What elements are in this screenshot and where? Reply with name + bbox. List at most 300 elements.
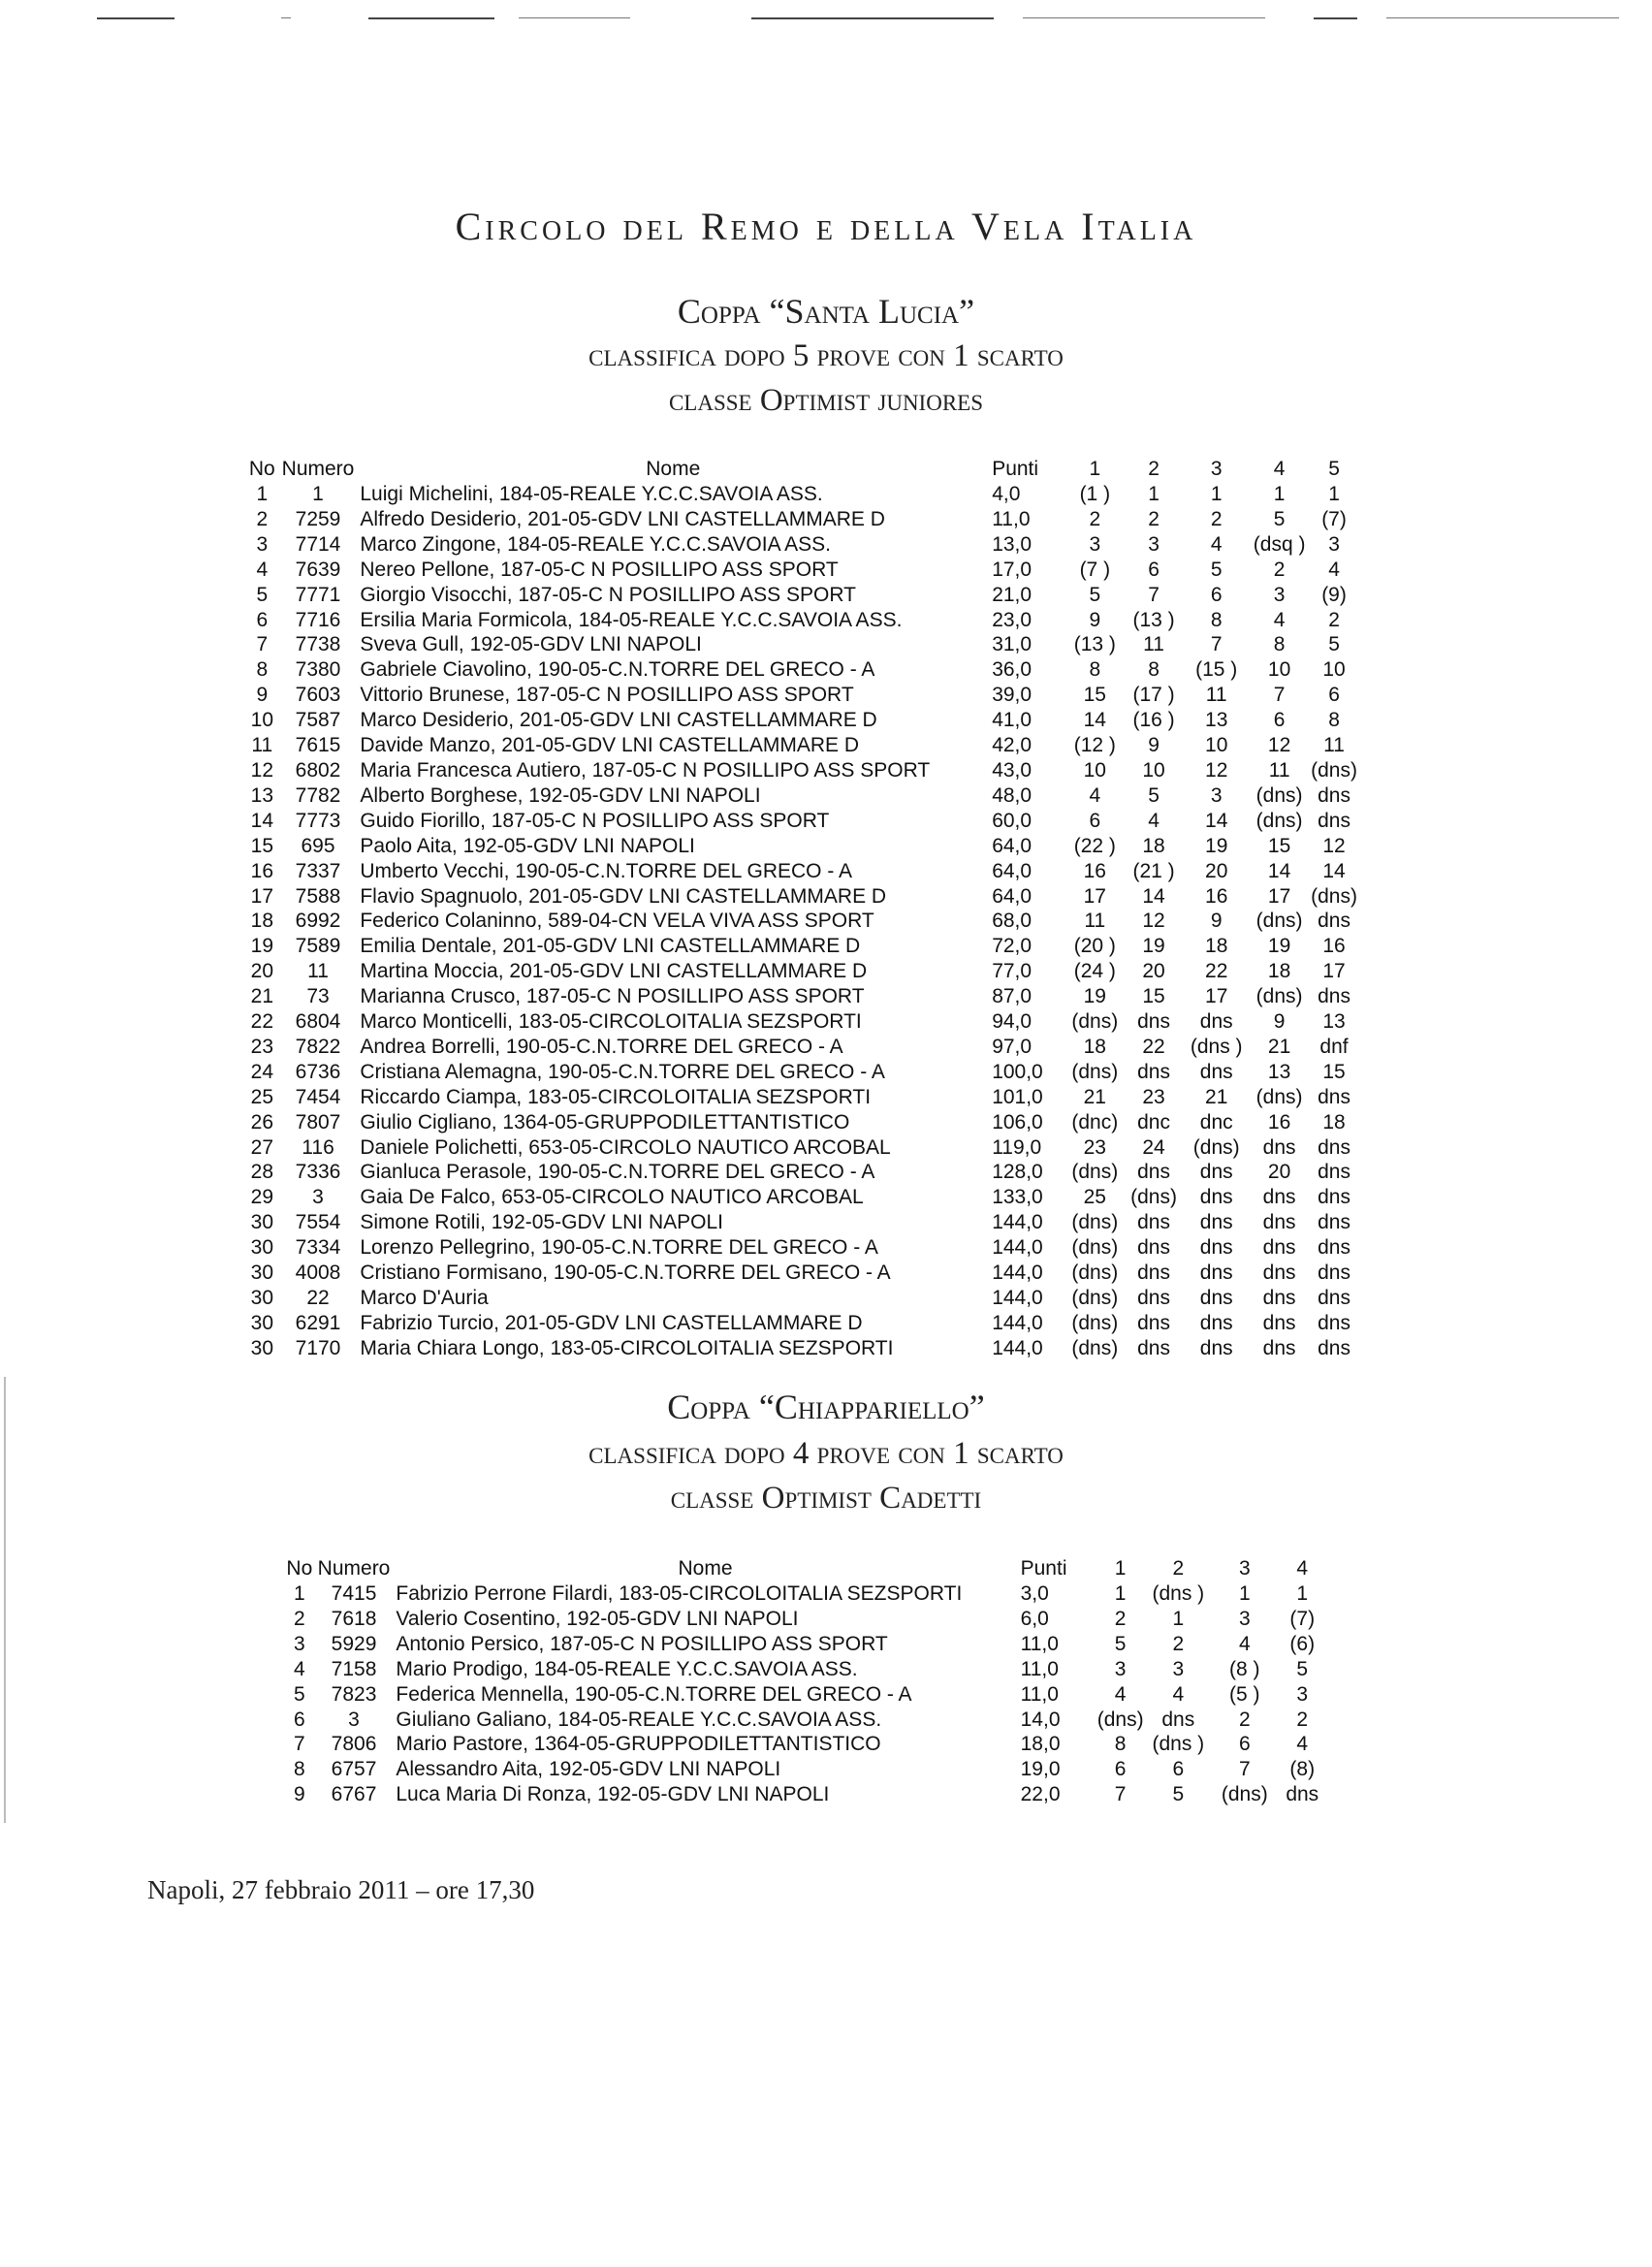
table-row <box>242 1235 1357 1261</box>
cell-r3: dnc <box>1199 1110 1233 1134</box>
cell-nome: Marco D'Auria <box>360 1287 489 1309</box>
cell-r3: dns <box>1199 1287 1233 1309</box>
table-row <box>281 1682 1328 1708</box>
cell-numero: 3 <box>312 1186 324 1209</box>
cell-punti: 128,0 <box>992 1161 1043 1184</box>
cell-nome: Vittorio Brunese, 187-05-C N POSILLIPO ASS SPORT <box>360 684 854 707</box>
cell-numero: 7334 <box>295 1236 341 1260</box>
results-table-juniores <box>242 457 1357 1361</box>
cell-r5: (7) <box>1321 507 1347 530</box>
cell-r1: (13 ) <box>1073 633 1116 656</box>
cell-r5: (dns) <box>1311 884 1357 908</box>
cell-r1: 7 <box>1114 1783 1127 1806</box>
cell-no: 30 <box>250 1287 273 1309</box>
cell-r5: 3 <box>1328 532 1340 556</box>
table-row <box>242 558 1357 583</box>
cell-r4: 21 <box>1267 1035 1291 1058</box>
cell-punti: 144,0 <box>992 1311 1043 1334</box>
cell-numero: 5929 <box>331 1632 377 1655</box>
cell-no: 6 <box>293 1708 305 1731</box>
cell-r1: 11 <box>1084 910 1106 933</box>
cell-numero: 3 <box>348 1708 360 1731</box>
cell-nome: Umberto Vecchi, 190-05-C.N.TORRE DEL GRECO - A <box>360 859 853 882</box>
cell-r5: (dns) <box>1311 758 1357 782</box>
cell-numero: 7714 <box>295 532 341 556</box>
cell-r1: 17 <box>1083 884 1106 908</box>
col-header-race-1: 1 <box>1114 1557 1127 1581</box>
cell-no: 17 <box>250 884 273 908</box>
cell-r2: 6 <box>1148 558 1160 581</box>
table-row <box>242 959 1357 984</box>
cell-punti: 48,0 <box>992 783 1032 807</box>
cell-nome: Fabrizio Turcio, 201-05-GDV LNI CASTELLAMMARE D <box>360 1311 863 1334</box>
cell-r4: dns <box>1262 1336 1296 1359</box>
col-header-punti: Punti <box>1020 1557 1067 1581</box>
cell-r4: dns <box>1262 1311 1296 1334</box>
cell-r2: 3 <box>1148 532 1160 556</box>
footer-date: Napoli, 27 febbraio 2011 – ore 17,30 <box>147 1875 535 1904</box>
table-row <box>242 1311 1357 1336</box>
cell-r3: 21 <box>1205 1085 1228 1108</box>
cell-r5: 2 <box>1328 608 1340 631</box>
cell-punti: 39,0 <box>992 684 1032 707</box>
cell-r3: dns <box>1199 1161 1233 1184</box>
cell-r2: (16 ) <box>1132 709 1175 732</box>
cell-numero: 1 <box>312 483 324 505</box>
cell-r2: dns <box>1137 1311 1170 1334</box>
cell-punti: 144,0 <box>992 1211 1043 1234</box>
cell-r3: dns <box>1199 1236 1233 1260</box>
cell-r4: 1 <box>1296 1582 1309 1605</box>
cell-nome: Lorenzo Pellegrino, 190-05-C.N.TORRE DEL GRECO - A <box>360 1236 878 1260</box>
cell-no: 1 <box>256 483 269 505</box>
cell-r1: 21 <box>1083 1085 1106 1108</box>
cell-r3: 13 <box>1205 709 1228 732</box>
cell-r3: 12 <box>1205 758 1228 782</box>
cell-r1: 18 <box>1083 1035 1106 1058</box>
cell-r2: 2 <box>1172 1632 1185 1655</box>
cell-r5: dns <box>1318 1236 1350 1260</box>
cell-r3: 11 <box>1205 684 1227 707</box>
cell-r4: 3 <box>1273 583 1286 606</box>
cell-r5: dns <box>1318 1261 1350 1285</box>
cell-r1: (dns) <box>1071 1211 1119 1234</box>
cell-r5: 4 <box>1328 558 1340 581</box>
cell-no: 6 <box>256 608 269 631</box>
cell-numero: 11 <box>307 960 329 983</box>
cell-r1: 5 <box>1114 1632 1127 1655</box>
table-row <box>242 583 1357 608</box>
cell-r2: 22 <box>1142 1035 1165 1058</box>
cell-r5: 10 <box>1322 658 1346 682</box>
cell-r4: (dns) <box>1255 783 1303 807</box>
cell-no: 29 <box>250 1186 273 1209</box>
cell-numero: 7415 <box>331 1582 377 1605</box>
cell-r2: (21 ) <box>1132 859 1175 882</box>
cell-r2: 11 <box>1143 633 1164 656</box>
cell-nome: Antonio Persico, 187-05-C N POSILLIPO ASS SPORT <box>396 1632 888 1655</box>
scan-edge-line <box>97 17 175 19</box>
cell-numero: 7823 <box>331 1682 377 1706</box>
cell-r1: 3 <box>1114 1657 1127 1680</box>
table-row <box>281 1782 1328 1807</box>
cell-r2: 20 <box>1142 960 1165 983</box>
cell-nome: Giorgio Visocchi, 187-05-C N POSILLIPO ASS SPORT <box>360 583 856 606</box>
cell-r1: (24 ) <box>1073 960 1116 983</box>
cell-r3: dns <box>1199 1186 1233 1209</box>
cell-r4: 10 <box>1267 658 1291 682</box>
cell-r1: 4 <box>1114 1682 1127 1706</box>
cell-nome: Andrea Borrelli, 190-05-C.N.TORRE DEL GRECO - A <box>360 1035 843 1058</box>
cell-no: 30 <box>250 1311 273 1334</box>
cell-r4: 11 <box>1268 758 1290 782</box>
table-row <box>242 984 1357 1009</box>
cell-nome: Marianna Crusco, 187-05-C N POSILLIPO ASS SPORT <box>360 985 865 1008</box>
cell-r1: 8 <box>1114 1733 1127 1756</box>
cell-nome: Nereo Pellone, 187-05-C N POSILLIPO ASS SPORT <box>360 558 839 581</box>
cell-r1: 10 <box>1083 758 1106 782</box>
cell-r2: 18 <box>1142 834 1165 857</box>
cell-r2: 5 <box>1148 783 1160 807</box>
cell-r2: (dns ) <box>1152 1733 1205 1756</box>
cell-numero: 7554 <box>295 1211 341 1234</box>
cell-r1: 8 <box>1089 658 1101 682</box>
table-row <box>242 1261 1357 1286</box>
cell-r1: 15 <box>1083 684 1106 707</box>
col-header-no: No <box>286 1557 313 1581</box>
cell-nome: Gaia De Falco, 653-05-CIRCOLO NAUTICO ARCOBAL <box>360 1186 864 1209</box>
cell-r4: 15 <box>1267 834 1291 857</box>
cell-r4: 3 <box>1296 1682 1309 1706</box>
cell-r2: dns <box>1137 1161 1170 1184</box>
table-row <box>242 783 1357 809</box>
cell-r4: 4 <box>1273 608 1286 631</box>
table-row <box>242 482 1357 507</box>
cell-punti: 42,0 <box>992 734 1032 757</box>
cell-no: 5 <box>256 583 269 606</box>
cell-r2: 14 <box>1142 884 1165 908</box>
cell-punti: 23,0 <box>992 608 1032 631</box>
cell-nome: Cristiana Alemagna, 190-05-C.N.TORRE DEL GRECO - A <box>360 1060 885 1083</box>
cell-r3: dns <box>1199 1261 1233 1285</box>
cell-punti: 11,0 <box>992 507 1031 530</box>
cell-r2: 1 <box>1148 483 1160 505</box>
cell-no: 7 <box>256 633 269 656</box>
cell-no: 16 <box>250 859 273 882</box>
cell-r4: 4 <box>1296 1733 1309 1756</box>
table-row <box>281 1757 1328 1782</box>
table-row <box>242 834 1357 859</box>
table-row <box>281 1632 1328 1657</box>
cell-r3: 2 <box>1210 507 1223 530</box>
cell-r2: 23 <box>1142 1085 1165 1108</box>
table-row <box>242 809 1357 834</box>
cell-punti: 11,0 <box>1020 1657 1059 1680</box>
cell-nome: Luca Maria Di Ronza, 192-05-GDV LNI NAPOLI <box>396 1783 830 1806</box>
cell-punti: 119,0 <box>992 1135 1042 1159</box>
cell-r3: 5 <box>1210 558 1223 581</box>
cell-numero: 7639 <box>295 558 341 581</box>
cell-nome: Mario Prodigo, 184-05-REALE Y.C.C.SAVOIA ASS. <box>396 1657 858 1680</box>
cell-r4: (dsq ) <box>1253 532 1306 556</box>
cell-numero: 7822 <box>295 1035 341 1058</box>
cell-punti: 21,0 <box>992 583 1032 606</box>
cell-r3: (dns ) <box>1190 1035 1243 1058</box>
cell-r4: dns <box>1262 1236 1296 1260</box>
cell-numero: 7603 <box>295 684 341 707</box>
cell-numero: 7773 <box>295 809 341 832</box>
cell-no: 18 <box>250 910 273 933</box>
cell-r5: dns <box>1318 1085 1350 1108</box>
cell-r4: dns <box>1262 1211 1296 1234</box>
cell-no: 30 <box>250 1211 273 1234</box>
cell-r2: 8 <box>1148 658 1160 682</box>
cell-r4: (dns) <box>1255 985 1303 1008</box>
cell-punti: 13,0 <box>992 532 1032 556</box>
cell-nome: Simone Rotili, 192-05-GDV LNI NAPOLI <box>360 1211 724 1234</box>
cell-r3: dns <box>1199 1311 1233 1334</box>
cell-r4: 8 <box>1273 633 1286 656</box>
cell-nome: Paolo Aita, 192-05-GDV LNI NAPOLI <box>360 834 695 857</box>
table-row <box>242 758 1357 783</box>
cell-no: 9 <box>293 1783 305 1806</box>
cell-r3: 6 <box>1210 583 1223 606</box>
cell-r1: (1 ) <box>1079 483 1111 505</box>
cell-r2: 24 <box>1142 1135 1165 1159</box>
cell-r1: 9 <box>1089 608 1101 631</box>
col-header-race-3: 3 <box>1210 458 1223 481</box>
cell-r5: dns <box>1318 1287 1350 1309</box>
cell-no: 1 <box>293 1582 305 1605</box>
cell-no: 19 <box>250 935 273 958</box>
cell-r5: 8 <box>1328 709 1340 732</box>
cell-r3: 22 <box>1205 960 1228 983</box>
cell-r4: (6) <box>1289 1632 1316 1655</box>
cell-r4: 2 <box>1296 1708 1309 1731</box>
cell-punti: 19,0 <box>1020 1758 1061 1781</box>
cell-r3: 9 <box>1210 910 1223 933</box>
cell-nome: Daniele Polichetti, 653-05-CIRCOLO NAUTICO ARCOBAL <box>360 1135 891 1159</box>
table-row <box>242 632 1357 657</box>
cell-numero: 116 <box>302 1135 334 1159</box>
cell-r1: (22 ) <box>1073 834 1116 857</box>
col-header-race-5: 5 <box>1328 458 1340 481</box>
cell-r1: 19 <box>1083 985 1106 1008</box>
cell-nome: Emilia Dentale, 201-05-GDV LNI CASTELLAMMARE D <box>360 935 861 958</box>
scan-edge-line <box>751 17 994 19</box>
cell-r5: 14 <box>1322 859 1346 882</box>
cell-punti: 144,0 <box>992 1236 1043 1260</box>
cell-r4: (8) <box>1289 1758 1316 1781</box>
col-header-race-3: 3 <box>1238 1557 1251 1581</box>
cell-no: 30 <box>250 1336 273 1359</box>
cell-no: 14 <box>250 809 273 832</box>
cell-r3: 19 <box>1205 834 1228 857</box>
cell-no: 11 <box>251 734 273 757</box>
cell-nome: Marco Desiderio, 201-05-GDV LNI CASTELLAMMARE D <box>360 709 877 732</box>
cell-punti: 68,0 <box>992 910 1032 933</box>
table-row <box>242 1035 1357 1060</box>
cell-r5: dns <box>1318 1161 1350 1184</box>
cell-r5: 13 <box>1322 1010 1346 1034</box>
cell-r5: dns <box>1318 809 1350 832</box>
cell-r5: dns <box>1318 1211 1350 1234</box>
cell-r4: 16 <box>1267 1110 1291 1134</box>
cell-r4: (dns) <box>1255 1085 1303 1108</box>
cell-r1: 6 <box>1114 1758 1127 1781</box>
cell-no: 24 <box>250 1060 273 1083</box>
cell-no: 30 <box>250 1261 273 1285</box>
table-row <box>242 608 1357 633</box>
cell-no: 9 <box>256 684 269 707</box>
cell-no: 2 <box>256 507 269 530</box>
col-header-nome: Nome <box>646 458 701 481</box>
cell-punti: 18,0 <box>1020 1733 1061 1756</box>
cell-numero: 6767 <box>331 1783 377 1806</box>
cell-r2: 15 <box>1142 985 1165 1008</box>
cell-r5: dns <box>1318 1311 1350 1334</box>
cell-punti: 4,0 <box>992 483 1021 505</box>
cell-punti: 64,0 <box>992 859 1032 882</box>
cell-numero: 7588 <box>295 884 341 908</box>
cell-r3: (15 ) <box>1195 658 1238 682</box>
cell-r4: 19 <box>1267 935 1291 958</box>
cell-r1: (dns) <box>1071 1261 1119 1285</box>
cell-r2: 6 <box>1172 1758 1185 1781</box>
cell-punti: 14,0 <box>1020 1708 1061 1731</box>
cell-no: 20 <box>250 960 273 983</box>
table-row <box>242 859 1357 884</box>
cell-numero: 7259 <box>295 507 341 530</box>
col-header-numero: Numero <box>281 458 355 481</box>
cell-nome: Giuliano Galiano, 184-05-REALE Y.C.C.SAVOIA ASS. <box>396 1708 882 1731</box>
cell-r2: (dns ) <box>1152 1582 1205 1605</box>
cell-r1: (dns) <box>1071 1236 1119 1260</box>
cell-r5: 6 <box>1328 684 1340 707</box>
cell-r1: 2 <box>1089 507 1101 530</box>
cell-nome: Fabrizio Perrone Filardi, 183-05-CIRCOLOITALIA SEZSPORTI <box>396 1582 963 1605</box>
cell-r4: 9 <box>1273 1010 1286 1034</box>
table-row <box>281 1657 1328 1682</box>
cell-r4: 12 <box>1267 734 1291 757</box>
cell-r3: 3 <box>1210 783 1223 807</box>
cell-r5: dns <box>1318 1135 1350 1159</box>
cell-r2: 10 <box>1142 758 1165 782</box>
cell-punti: 144,0 <box>992 1287 1043 1309</box>
cell-no: 7 <box>293 1733 305 1756</box>
scan-edge-line <box>281 17 291 18</box>
cell-r4: 20 <box>1267 1161 1291 1184</box>
cell-r5: 11 <box>1323 734 1345 757</box>
table-row <box>242 708 1357 733</box>
col-header-numero: Numero <box>317 1557 391 1581</box>
cell-numero: 7589 <box>295 935 341 958</box>
table-row <box>242 1210 1357 1235</box>
cell-r1: 2 <box>1114 1607 1127 1630</box>
table-row <box>242 1135 1357 1161</box>
section1-title: Coppa “Santa Lucia” <box>677 292 975 331</box>
cell-r1: 25 <box>1083 1186 1106 1209</box>
cell-r3: dns <box>1199 1336 1233 1359</box>
table-row <box>281 1607 1328 1632</box>
col-header-race-2: 2 <box>1148 458 1160 481</box>
col-header-race-2: 2 <box>1172 1557 1185 1581</box>
cell-r1: 14 <box>1083 709 1106 732</box>
cell-r4: 5 <box>1273 507 1286 530</box>
cell-nome: Gabriele Ciavolino, 190-05-C.N.TORRE DEL GRECO - A <box>360 658 875 682</box>
cell-punti: 41,0 <box>992 709 1032 732</box>
cell-r1: 1 <box>1114 1582 1127 1605</box>
cell-nome: Ersilia Maria Formicola, 184-05-REALE Y.C.C.SAVOIA ASS. <box>360 608 903 631</box>
table-row <box>242 1060 1357 1085</box>
cell-r2: dnc <box>1137 1110 1170 1134</box>
table-row <box>242 1085 1357 1110</box>
cell-punti: 64,0 <box>992 834 1032 857</box>
cell-r1: (20 ) <box>1073 935 1116 958</box>
table-row <box>281 1708 1328 1733</box>
cell-numero: 6992 <box>295 910 341 933</box>
cell-no: 12 <box>250 758 273 782</box>
cell-r3: 14 <box>1205 809 1228 832</box>
table-row <box>242 1110 1357 1135</box>
cell-r2: dns <box>1137 1261 1170 1285</box>
cell-nome: Martina Moccia, 201-05-GDV LNI CASTELLAMMARE D <box>360 960 868 983</box>
cell-numero: 6804 <box>295 1010 341 1034</box>
scan-edge-line <box>1314 17 1357 19</box>
cell-r5: 12 <box>1322 834 1346 857</box>
cell-no: 23 <box>250 1035 273 1058</box>
cell-numero: 7771 <box>295 583 341 606</box>
cell-numero: 7170 <box>295 1336 341 1359</box>
cell-numero: 7336 <box>295 1161 341 1184</box>
cell-numero: 7587 <box>295 709 341 732</box>
cell-r1: (7 ) <box>1079 558 1111 581</box>
section1-class: classe Optimist juniores <box>668 383 984 418</box>
cell-no: 21 <box>250 985 273 1008</box>
cell-no: 3 <box>293 1632 305 1655</box>
table-row <box>242 1185 1357 1210</box>
scan-edge-line <box>368 17 494 19</box>
cell-punti: 101,0 <box>992 1085 1043 1108</box>
cell-r4: 14 <box>1267 859 1291 882</box>
cell-r5: 18 <box>1322 1110 1346 1134</box>
cell-r3: 7 <box>1210 633 1223 656</box>
table-row <box>242 1009 1357 1035</box>
cell-nome: Mario Pastore, 1364-05-GRUPPODILETTANTISTICO <box>396 1733 881 1756</box>
cell-punti: 60,0 <box>992 809 1032 832</box>
cell-r5: dns <box>1318 1336 1350 1359</box>
cell-nome: Marco Monticelli, 183-05-CIRCOLOITALIA SEZSPORTI <box>360 1010 862 1034</box>
cell-r3: 4 <box>1238 1632 1251 1655</box>
cell-r2: 4 <box>1148 809 1160 832</box>
cell-r3: dns <box>1199 1211 1233 1234</box>
cell-punti: 11,0 <box>1020 1682 1059 1706</box>
cell-r5: dns <box>1318 783 1350 807</box>
cell-r3: 4 <box>1210 532 1223 556</box>
cell-nome: Federico Colaninno, 589-04-CN VELA VIVA ASS SPORT <box>360 910 874 933</box>
table-row <box>242 1336 1357 1361</box>
cell-r4: (7) <box>1289 1607 1316 1630</box>
cell-punti: 22,0 <box>1020 1783 1061 1806</box>
cell-punti: 133,0 <box>992 1186 1043 1209</box>
cell-r1: (dns) <box>1071 1060 1119 1083</box>
cell-r4: dns <box>1262 1135 1296 1159</box>
cell-nome: Alfredo Desiderio, 201-05-GDV LNI CASTELLAMMARE D <box>360 507 885 530</box>
cell-no: 3 <box>256 532 269 556</box>
cell-r2: dns <box>1137 1236 1170 1260</box>
cell-r3: 6 <box>1238 1733 1251 1756</box>
cell-nome: Giulio Cigliano, 1364-05-GRUPPODILETTANTISTICO <box>360 1110 850 1134</box>
